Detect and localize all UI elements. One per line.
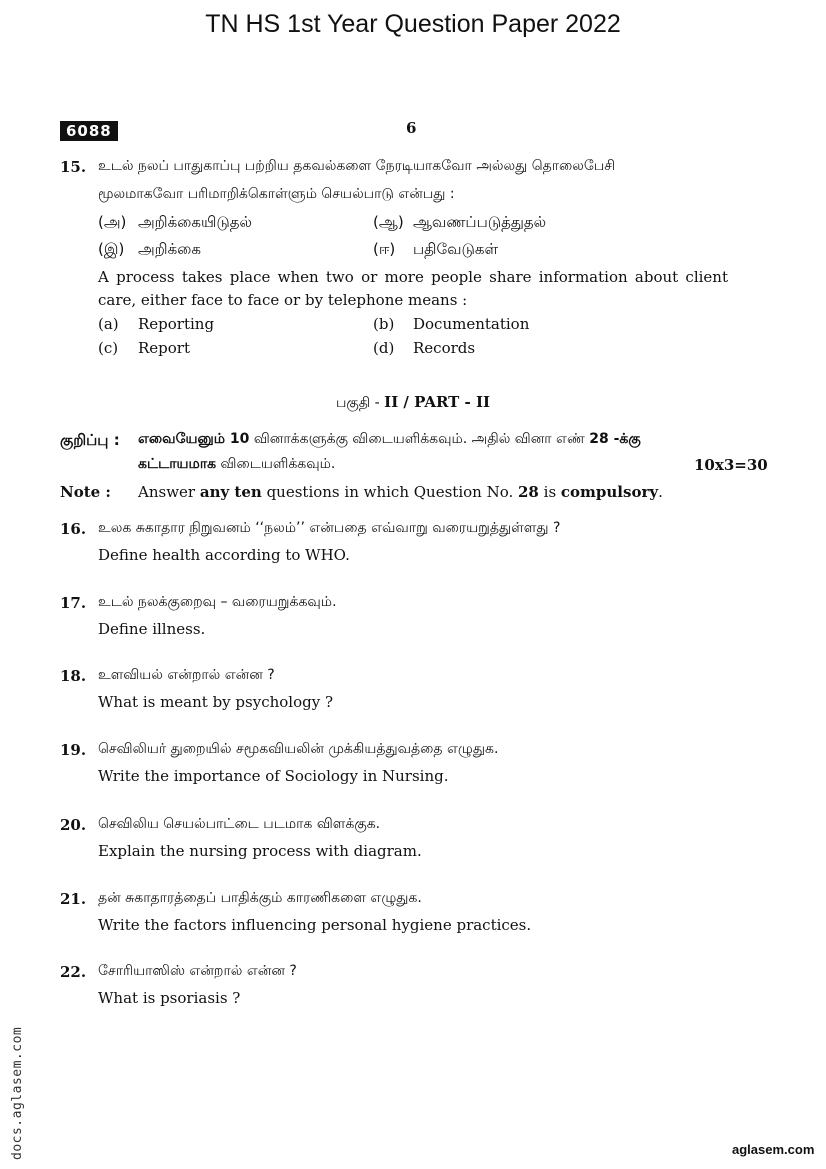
question-15-tamil-option-d bbox=[373, 240, 498, 260]
paper-code-badge: 6088 bbox=[60, 121, 118, 141]
question-18-number: 18. bbox=[60, 667, 87, 685]
question-15-tamil-line-1: உடல் நலப் பாதுகாப்பு பற்றிய தகவல்களை நேரடியாகவோ அல்லது தொலைபேசி bbox=[98, 158, 616, 174]
option-text: Records bbox=[413, 339, 476, 357]
option-label: (b) bbox=[373, 315, 395, 333]
instruction-bold-text: கட்டாயமாக bbox=[138, 456, 217, 472]
question-19-number: 19. bbox=[60, 741, 87, 759]
instruction-tamil-line-1 bbox=[138, 431, 641, 449]
question-22-english: What is psoriasis ? bbox=[98, 989, 241, 1007]
question-20-tamil: செவிலிய செயல்பாட்டை படமாக விளக்குக. bbox=[98, 816, 381, 832]
option-label: (ஈ) bbox=[373, 240, 396, 258]
question-19-tamil: செவிலியர் துறையில் சமூகவியலின் முக்கியத்துவத்தை எழுதுக. bbox=[98, 741, 499, 757]
instruction-bold-text: எவையேனும் 10 bbox=[138, 431, 250, 447]
question-15-english-line-2: care, either face to face or by telephone means : bbox=[98, 291, 468, 309]
section-heading-english: II / PART - II bbox=[384, 393, 491, 411]
section-heading bbox=[0, 393, 826, 413]
footer-site-link[interactable]: aglasem.com bbox=[732, 1142, 815, 1157]
note-bold-text: 28 bbox=[518, 483, 539, 501]
marks-allocation: 10x3=30 bbox=[694, 456, 768, 474]
option-label: (அ) bbox=[98, 213, 127, 231]
question-21-tamil: தன் சுகாதாரத்தைப் பாதிக்கும் காரணிகளை எழுதுக. bbox=[98, 890, 422, 906]
header-title: TN HS 1st Year Question Paper 2022 bbox=[205, 10, 621, 38]
question-15-tamil-option-a bbox=[98, 213, 252, 233]
option-label: (d) bbox=[373, 339, 395, 357]
question-15-number: 15. bbox=[60, 158, 87, 176]
question-21-english: Write the factors influencing personal hygiene practices. bbox=[98, 916, 532, 934]
question-15-english-option-c bbox=[98, 339, 190, 357]
question-20-number: 20. bbox=[60, 816, 87, 834]
question-21-number: 21. bbox=[60, 890, 87, 908]
question-15-tamil-line-2: மூலமாகவோ பரிமாறிக்கொள்ளும் செயல்பாடு என்பது : bbox=[98, 186, 455, 202]
question-15-english-option-a bbox=[98, 315, 214, 333]
option-text: Documentation bbox=[413, 315, 530, 333]
question-15-english-option-d bbox=[373, 339, 475, 357]
question-15-tamil-option-b bbox=[373, 213, 546, 233]
note-text: . bbox=[658, 483, 663, 501]
question-15-english-line-1: A process takes place when two or more people share information about client bbox=[98, 268, 728, 286]
option-text: ஆவணப்படுத்துதல் bbox=[413, 213, 547, 231]
note-bold-text: any ten bbox=[199, 483, 262, 501]
option-label: (ஆ) bbox=[373, 213, 404, 231]
question-15-tamil-option-c bbox=[98, 240, 201, 260]
question-22-number: 22. bbox=[60, 963, 87, 981]
question-18-tamil: உளவியல் என்றால் என்ன ? bbox=[98, 667, 275, 683]
option-text: Reporting bbox=[138, 315, 215, 333]
instruction-text: வினாக்களுக்கு விடையளிக்கவும். அதில் வினா எண் bbox=[249, 431, 590, 447]
option-label: (c) bbox=[98, 339, 119, 357]
question-19-english: Write the importance of Sociology in Nursing. bbox=[98, 767, 449, 785]
question-20-english: Explain the nursing process with diagram. bbox=[98, 842, 422, 860]
instruction-label-tamil: குறிப்பு : bbox=[60, 431, 120, 449]
note-label: Note : bbox=[60, 483, 111, 501]
question-16-number: 16. bbox=[60, 520, 87, 538]
question-17-tamil: உடல் நலக்குறைவு – வரையறுக்கவும். bbox=[98, 594, 337, 610]
option-text: Report bbox=[138, 339, 191, 357]
note-text: Answer bbox=[138, 483, 200, 501]
question-16-tamil: உலக சுகாதார நிறுவனம் ‘‘நலம்’’ என்பதை எவ்வாறு வரையறுத்துள்ளது ? bbox=[98, 520, 561, 536]
question-16-english: Define health according to WHO. bbox=[98, 546, 350, 564]
side-watermark: docs.aglasem.com bbox=[10, 1026, 25, 1160]
instruction-text: விடையளிக்கவும். bbox=[216, 456, 336, 472]
note-english-line bbox=[138, 483, 663, 501]
note-text: is bbox=[538, 483, 561, 501]
note-text: questions in which Question No. bbox=[261, 483, 518, 501]
option-label: (இ) bbox=[98, 240, 125, 258]
note-bold-text: compulsory bbox=[560, 483, 659, 501]
instruction-tamil-line-2 bbox=[138, 456, 335, 474]
question-17-english: Define illness. bbox=[98, 620, 206, 638]
section-heading-tamil: பகுதி - bbox=[335, 395, 385, 411]
instruction-bold-text: 28 -க்கு bbox=[589, 431, 641, 447]
option-label: (a) bbox=[98, 315, 119, 333]
question-18-english: What is meant by psychology ? bbox=[98, 693, 334, 711]
question-22-tamil: சோரியாஸிஸ் என்றால் என்ன ? bbox=[98, 963, 297, 979]
question-17-number: 17. bbox=[60, 594, 87, 612]
option-text: பதிவேடுகள் bbox=[413, 240, 498, 258]
page-number: 6 bbox=[406, 119, 417, 137]
question-15-english-option-b bbox=[373, 315, 529, 333]
option-text: அறிக்கை bbox=[138, 240, 201, 258]
option-text: அறிக்கையிடுதல் bbox=[138, 213, 252, 231]
